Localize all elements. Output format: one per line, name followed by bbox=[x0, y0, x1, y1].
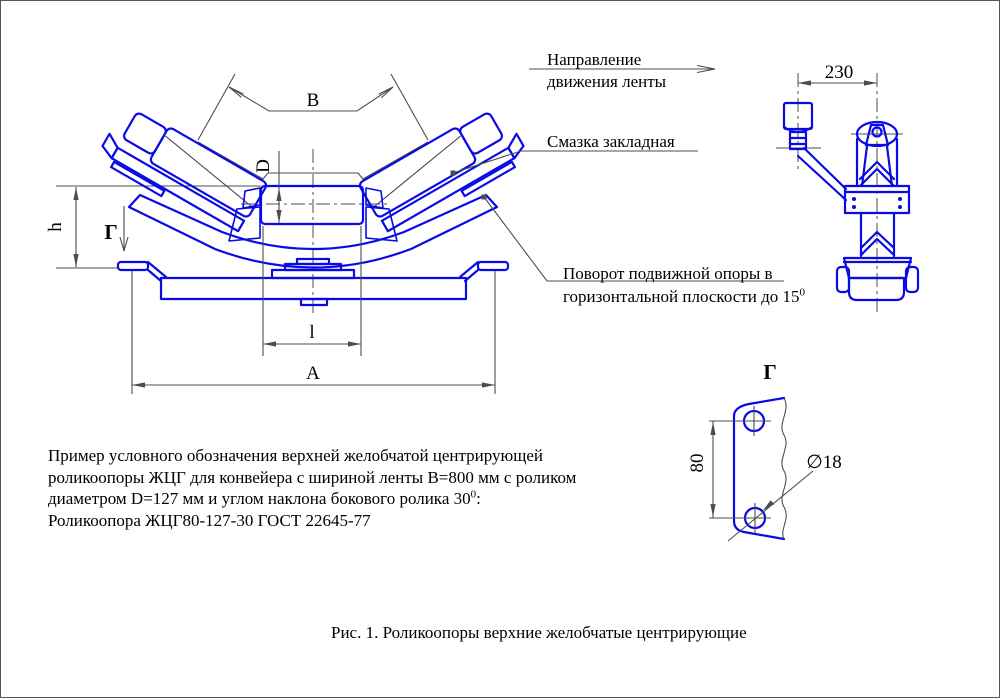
view-marker-label: Г bbox=[104, 220, 118, 244]
description-line3: диаметром D=127 мм и углом наклона бокового ролика $30^0$: bbox=[48, 488, 481, 509]
grease-annotation: Смазка закладная bbox=[547, 132, 675, 151]
belt-direction-annotation bbox=[547, 49, 666, 93]
dim-label-diameter: ∅18 bbox=[806, 452, 842, 473]
detail-view-g bbox=[687, 360, 842, 541]
drawing-canvas bbox=[1, 1, 1000, 698]
leader-dot bbox=[482, 195, 487, 200]
leader-lines bbox=[451, 66, 785, 282]
dimension-80 bbox=[687, 421, 716, 518]
belt-direction-line2: движения ленты bbox=[547, 72, 667, 91]
side-roller-end bbox=[784, 103, 846, 200]
break-line-wavy bbox=[782, 398, 786, 539]
dim-label-l: l bbox=[309, 322, 315, 343]
dim-label-230: 230 bbox=[824, 62, 854, 83]
left-side-roller bbox=[96, 103, 268, 239]
designation-example-text bbox=[48, 445, 576, 531]
dim-label-b: B bbox=[306, 90, 320, 111]
right-side-roller bbox=[358, 103, 530, 239]
dim-label-80: 80 bbox=[687, 453, 708, 473]
dimension-230 bbox=[798, 62, 877, 86]
figure-caption: Рис. 1. Роликоопоры верхние желобчатые центрирующие bbox=[331, 623, 747, 642]
dimension-h bbox=[45, 187, 79, 267]
center-roller bbox=[261, 186, 363, 224]
detail-title: Г bbox=[763, 360, 777, 384]
dim-label-a: A bbox=[306, 363, 320, 384]
dim-label-d: D bbox=[253, 159, 274, 173]
dimension-B bbox=[198, 74, 428, 140]
pivot-annotation bbox=[563, 262, 805, 308]
pivot-line1: Поворот подвижной опоры в bbox=[563, 264, 773, 283]
view-marker-g bbox=[104, 206, 128, 251]
dimension-hole-diameter bbox=[728, 452, 842, 541]
description-line2: роликоопоры ЖЦГ для конвейера с шириной ленты В=800 мм с роликом bbox=[48, 467, 577, 487]
dim-label-h: h bbox=[45, 222, 66, 232]
description-line1: Пример условного обозначения верхней желобчатой центрирующей bbox=[48, 446, 543, 465]
pivot-line2: горизонтальной плоскости до $15^0$ bbox=[563, 286, 805, 306]
leader-dot bbox=[451, 171, 456, 176]
belt-direction-line1: Направление bbox=[547, 50, 642, 69]
front-view-drawing bbox=[45, 66, 784, 395]
description-line4: Роликоопора ЖЦГ80-127-30 ГОСТ 22645-77 bbox=[48, 510, 371, 530]
